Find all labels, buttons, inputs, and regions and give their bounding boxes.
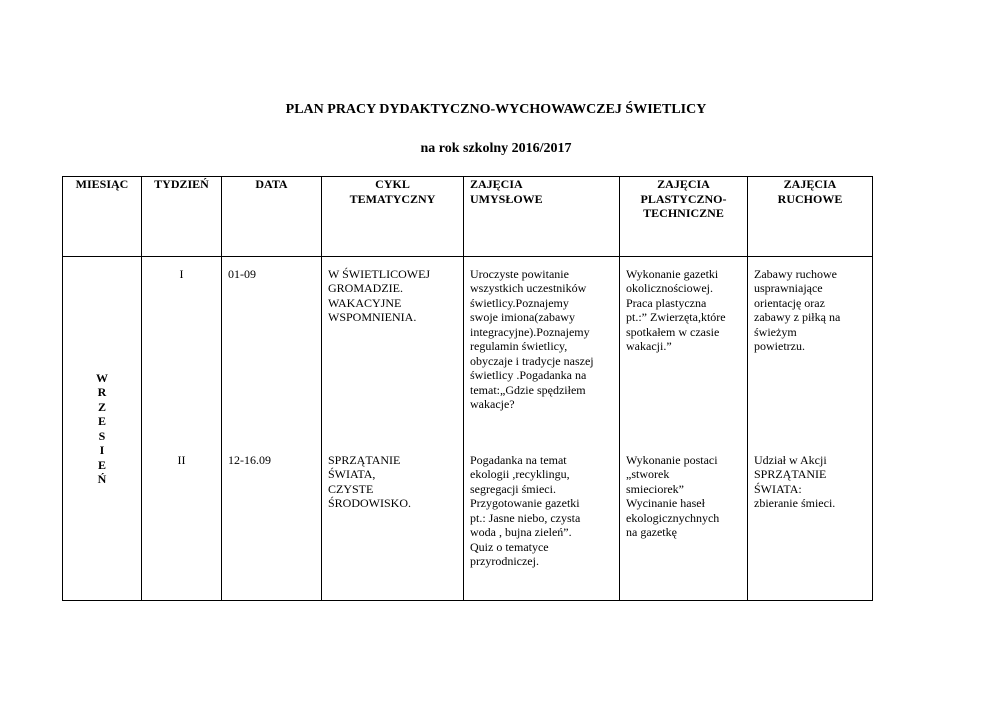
theme-cell: W ŚWIETLICOWEJ GROMADZIE. WAKACYJNE WSPOMNIENIA. [322,267,464,453]
mental-cell: Pogadanka na temat ekologii ,recyklingu, segregacji śmieci. Przygotowanie gazetki pt.: Jasne niebo, czysta woda , bujna zieleń”. Quiz o tematyce przyrodniczej. [464,453,620,601]
week-cell: I [142,267,222,453]
movement-cell: Zabawy ruchowe usprawniające orientację oraz zabawy z piłką na świeżym powietrzu. [748,267,873,453]
header-mental: ZAJĘCIA UMYSŁOWE [464,177,620,257]
date-cell: 01-09 [222,267,322,453]
header-theme: CYKL TEMATYCZNY [322,177,464,257]
header-row [63,177,873,257]
art-cell: Wykonanie postaci „stworek smieciorek” Wycinanie haseł ekologicznychnych na gazetkę [620,453,748,601]
table-row [63,267,873,453]
header-art: ZAJĘCIA PLASTYCZNO- TECHNICZNE [620,177,748,257]
movement-cell: Udział w Akcji SPRZĄTANIE ŚWIATA: zbieranie śmieci. [748,453,873,601]
art-cell: Wykonanie gazetki okolicznościowej. Praca plastyczna pt.:” Zwierzęta,które spotkałem w czasie wakacji.” [620,267,748,453]
month-cell [63,257,142,601]
table-row [63,453,873,601]
theme-cell: SPRZĄTANIE ŚWIATA, CZYSTE ŚRODOWISKO. [322,453,464,601]
header-week: TYDZIEŃ [142,177,222,257]
document-subtitle: na rok szkolny 2016/2017 [420,141,572,156]
header-month: MIESIĄC [63,177,142,257]
plan-table [62,176,873,601]
header-date: DATA [222,177,322,257]
week-cell: II [142,453,222,601]
header-movement: ZAJĘCIA RUCHOWE [748,177,873,257]
date-cell: 12-16.09 [222,453,322,601]
month-vertical-text: W R Z E S I E Ń [96,370,108,486]
mental-cell: Uroczyste powitanie wszystkich uczestników świetlicy.Poznajemy swoje imiona(zabawy integracyjne).Poznajemy regulamin świetlicy, obyczaje i tradycje naszej świetlicy .Pogadanka na temat:„Gdzie spędziłem wakacje? [464,267,620,453]
document-title: PLAN PRACY DYDAKTYCZNO-WYCHOWAWCZEJ ŚWIETLICY [285,102,707,117]
